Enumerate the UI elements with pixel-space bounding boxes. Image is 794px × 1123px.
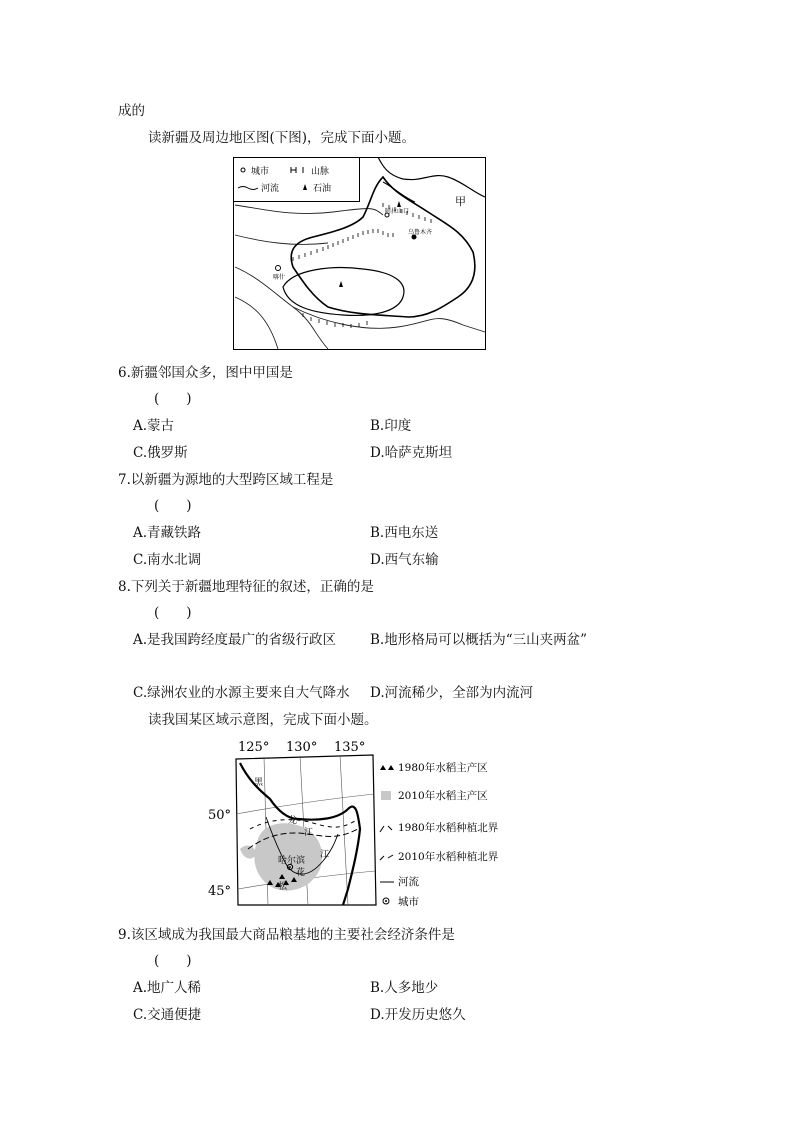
- label-hua: 花: [296, 868, 306, 878]
- question-9-blank: ( ): [154, 953, 192, 969]
- map2-legend: [380, 761, 499, 908]
- label-alashankou: 阿拉山口: [385, 208, 410, 215]
- question-9-stem: 9.该区域成为我国最大商品粮基地的主要社会经济条件是: [118, 927, 455, 943]
- question-6-option-c[interactable]: C.俄罗斯: [133, 445, 188, 461]
- question-6-option-d[interactable]: D.哈萨克斯坦: [370, 445, 453, 461]
- question-9-option-b[interactable]: B.人多地少: [370, 980, 439, 996]
- label-hei: 黑: [254, 778, 264, 788]
- question-6-option-b[interactable]: B.印度: [370, 418, 412, 434]
- question-6-blank: ( ): [154, 391, 192, 407]
- question-6-stem: 6.新疆邻国众多，图中甲国是: [118, 365, 293, 381]
- label-jia: 甲: [455, 195, 466, 208]
- legend-city: 城市: [398, 896, 419, 908]
- label-jiang-2: 江: [320, 850, 330, 860]
- northeast-rice-map: [208, 739, 508, 909]
- legend-rice-2010: 2010年水稻主产区: [398, 790, 488, 802]
- map1-legend-mountain: 山脉: [311, 167, 330, 177]
- label-urumqi: 乌鲁木齐: [408, 229, 433, 236]
- question-9-option-c[interactable]: C.交通便捷: [133, 1007, 202, 1023]
- map1-legend-city: 城市: [251, 167, 270, 177]
- question-8-option-b[interactable]: B.地形格局可以概括为“三山夹两盆”: [370, 632, 588, 648]
- read-map1-instruction: 读新疆及周边地区图(下图)，完成下面小题。: [148, 130, 416, 146]
- legend-river: 河流: [398, 876, 419, 888]
- label-jiang-1: 江: [304, 828, 314, 838]
- question-7-stem: 7.以新疆为源地的大型跨区域工程是: [118, 472, 334, 488]
- lat-label-50: 50°: [208, 808, 232, 823]
- map1-legend-box: [234, 158, 360, 202]
- question-7-blank: ( ): [154, 498, 192, 514]
- label-long: 龙: [288, 816, 298, 826]
- lon-label-130: 130°: [286, 740, 318, 755]
- lat-label-45: 45°: [208, 884, 232, 899]
- question-6-option-a[interactable]: A.蒙古: [133, 418, 175, 434]
- xinjiang-map: [233, 157, 486, 350]
- question-8-blank: ( ): [154, 605, 192, 621]
- question-7-option-c[interactable]: C.南水北调: [133, 552, 202, 568]
- question-7-option-a[interactable]: A.青藏铁路: [133, 525, 202, 541]
- legend-boundary-2010: 2010年水稻种植北界: [398, 851, 499, 863]
- harbin-city-icon-dot: [289, 866, 291, 868]
- question-8-option-a[interactable]: A.是我国跨经度最广的省级行政区: [133, 632, 337, 648]
- question-9-option-d[interactable]: D.开发历史悠久: [370, 1007, 466, 1023]
- lon-label-125: 125°: [238, 740, 270, 755]
- map1-legend-river: 河流: [261, 184, 280, 194]
- legend-boundary-1980: 1980年水稻种植北界: [398, 822, 499, 834]
- read-map2-instruction: 读我国某区域示意图，完成下面小题。: [148, 712, 378, 728]
- question-8-stem: 8.下列关于新疆地理特征的叙述，正确的是: [118, 579, 374, 595]
- question-9-option-a[interactable]: A.地广人稀: [133, 980, 202, 996]
- boundary-2010-legend-icon: [380, 855, 393, 860]
- question-8-option-c[interactable]: C.绿洲农业的水源主要来自大气降水: [133, 685, 350, 701]
- lon-label-135: 135°: [334, 740, 366, 755]
- rice-1980-legend-icon: [380, 765, 394, 770]
- rice-2010-legend-icon: [381, 791, 391, 800]
- map1-legend-oil: 石油: [313, 184, 332, 194]
- label-harbin: 哈尔滨: [278, 856, 306, 866]
- legend-rice-1980: 1980年水稻主产区: [398, 762, 488, 774]
- label-kashgar: 喀什: [273, 274, 286, 281]
- question-8-option-d[interactable]: D.河流稀少，全部为内流河: [370, 685, 534, 701]
- question-7-option-d[interactable]: D.西气东输: [370, 552, 439, 568]
- question-7-option-b[interactable]: B.西电东送: [370, 525, 439, 541]
- text-fragment: 成的: [118, 103, 145, 119]
- label-song: 松: [278, 882, 288, 892]
- boundary-1980-legend-icon: [380, 826, 392, 832]
- city-legend-icon-dot: [385, 900, 387, 902]
